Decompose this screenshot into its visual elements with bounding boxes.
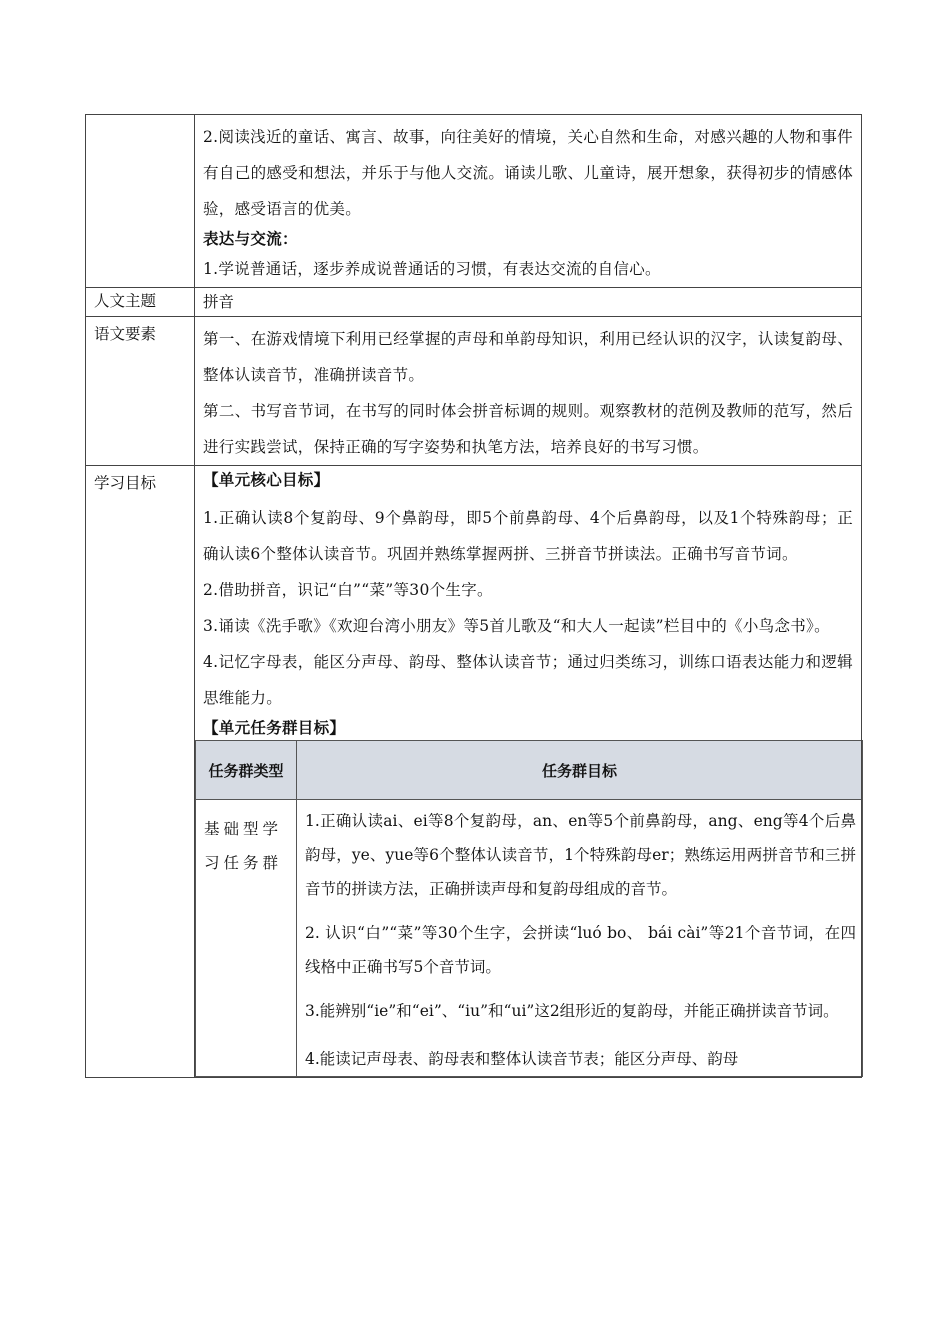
table-row-theme [86,288,862,317]
task-goal-1: 1.正确认读ai、ei等8个复韵母，an、en等5个前鼻韵母，ang、eng等4个后鼻韵母，ye、yue等6个整体认读音节，1个特殊韵母er；熟练运用两拼音节和三拼音节的拼读方法，正确拼读声母和复韵母组成的音节。 [305,812,856,898]
task-goal-2: 2. 认识“白”“菜”等30个生字，会拼读“luó bo、 bái cài”等21个音节词，在四线格中正确书写5个音节词。 [305,924,856,976]
task-type-basic: 基础型学习任务群 [196,800,297,1077]
language-element-2: 第二、书写音节词，在书写的同时体会拼音标调的规则。观察教材的范例及教师的范写，然后进行实践尝试，保持正确的写字姿势和执笔方法，培养良好的书写习惯。 [203,402,853,456]
row-label-learning-goals: 学习目标 [86,466,195,1078]
language-element-1: 第一、在游戏情境下利用已经掌握的声母和单韵母知识，利用已经认识的汉字，认读复韵母、整体认读音节，准确拼读音节。 [203,330,853,384]
header-task-goals: 任务群目标 [297,741,863,800]
table-row-language-elements [86,317,862,466]
expression-heading: 表达与交流： [203,230,298,248]
row-label-empty [86,115,195,288]
task-table-row [196,800,863,1077]
core-goal-1: 1.正确认读8个复韵母、9个鼻韵母，即5个前鼻韵母、4个后鼻韵母，以及1个特殊韵母；正确认读6个整体认读音节。巩固并熟练掌握两拼、三拼音节拼读法。正确书写音节词。 [203,509,853,563]
table-row-learning-goals [86,466,862,1078]
task-table-header-row [196,741,863,800]
unit-plan-table [85,114,862,1078]
task-goals-heading: 【单元任务群目标】 [203,719,346,737]
reading-goal-2: 2.阅读浅近的童话、寓言、故事，向往美好的情境，关心自然和生命，对感兴趣的人物和事件有自己的感受和想法，并乐于与他人交流。诵读儿歌、儿童诗，展开想象，获得初步的情感体验，感受语言的优美。 [203,128,853,218]
core-goal-4: 4.记忆字母表，能区分声母、韵母、整体认读音节；通过归类练习，训练口语表达能力和逻辑思维能力。 [203,653,853,707]
core-goal-2: 2.借助拼音，识记“白”“菜”等30个生字。 [203,581,493,599]
curriculum-continued-cell [195,115,862,288]
expression-goal-1: 1.学说普通话，逐步养成说普通话的习惯，有表达交流的自信心。 [203,260,661,278]
task-group-table [195,740,863,1077]
header-task-type: 任务群类型 [196,741,297,800]
learning-goals-cell [195,466,862,1078]
table-row-curriculum-continued [86,115,862,288]
theme-value: 拼音 [195,288,862,317]
core-goals-heading: 【单元核心目标】 [203,471,330,489]
language-elements-cell [195,317,862,466]
task-goal-4: 4.能读记声母表、韵母表和整体认读音节表；能区分声母、韵母 [305,1050,739,1068]
task-goals-basic [297,800,863,1077]
core-goal-3: 3.诵读《洗手歌》《欢迎台湾小朋友》等5首儿歌及“和大人一起读”栏目中的《小鸟念书》。 [203,617,830,635]
row-label-theme: 人文主题 [86,288,195,317]
row-label-language-elements: 语文要素 [86,317,195,466]
task-goal-3: 3.能辨别“ie”和“ei”、“iu”和“ui”这2组形近的复韵母，并能正确拼读音节词。 [305,1002,839,1020]
lesson-plan-page [85,114,862,1078]
